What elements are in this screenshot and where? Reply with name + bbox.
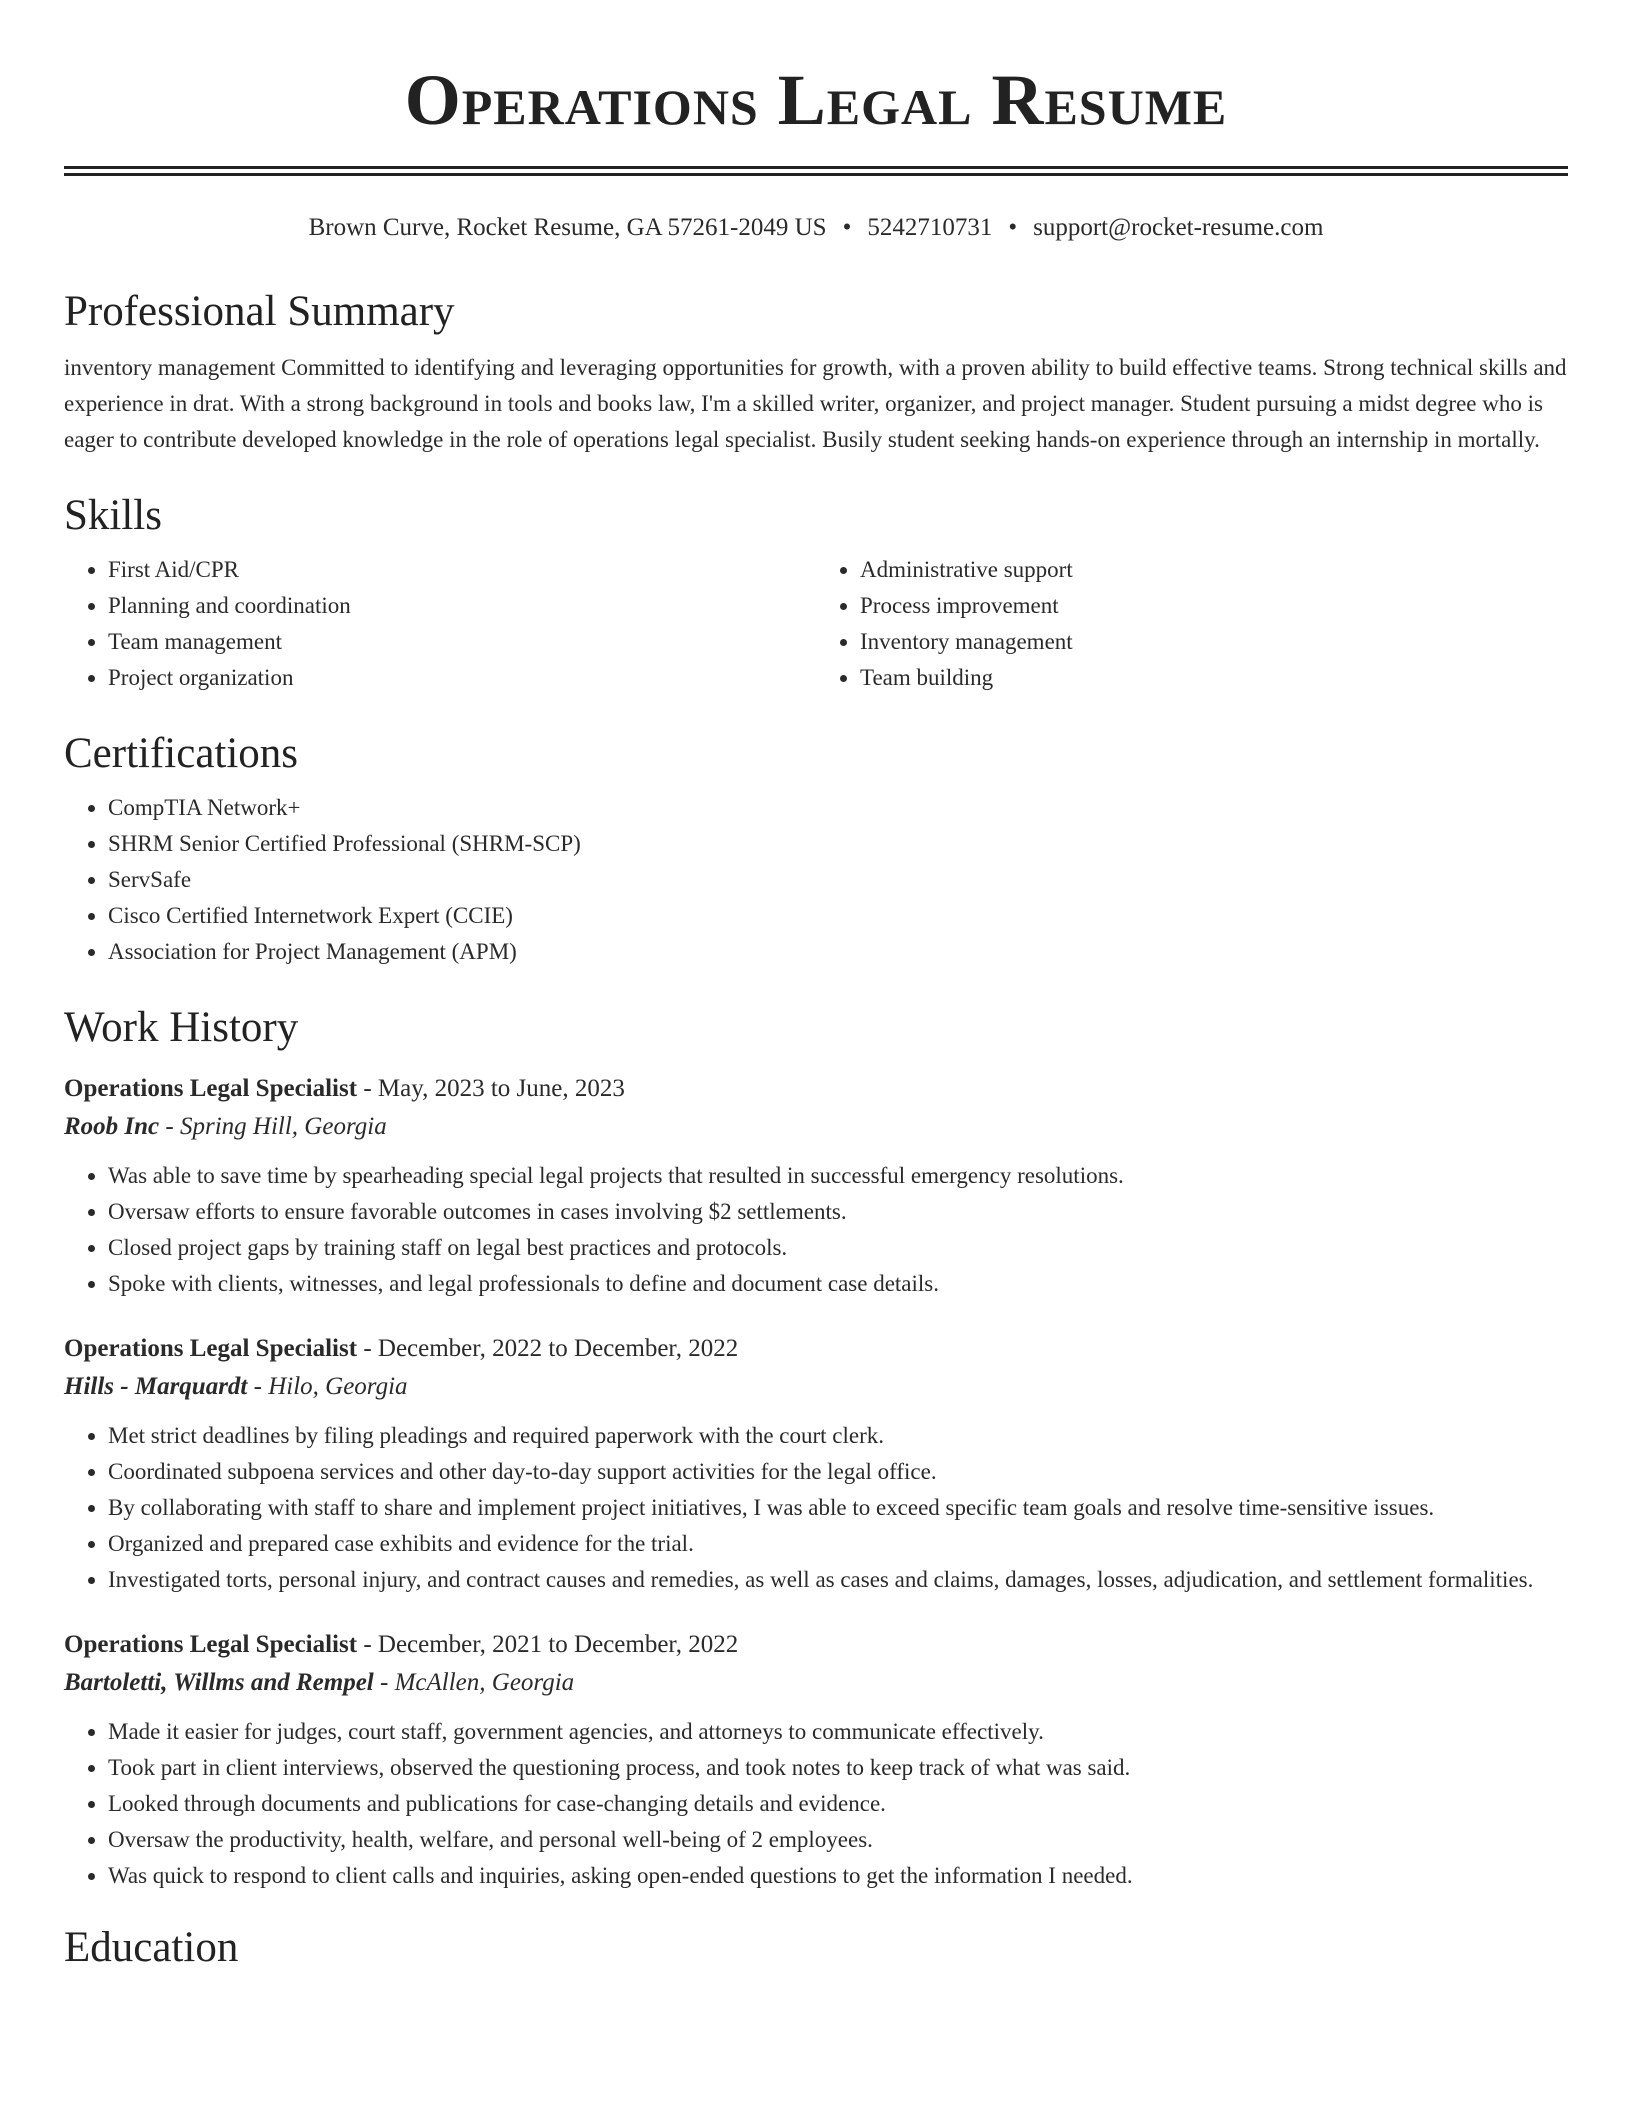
summary-text: inventory management Committed to identifying and leveraging opportunities for growth, with a proven ability to build effective teams. Strong technical skills and experience in drat. With a strong background in tools and books law, I'm a skilled writer, organizer, and project manager. Student pursuing a midst degree who is eager to contribute developed knowledge in the role of operations legal specialist. Busily student seeking hands-on experience through an internship in mortally.	[64, 355, 1567, 452]
contact-line	[64, 212, 1568, 244]
summary-section	[64, 284, 1568, 458]
skills-grid	[64, 544, 1568, 696]
company-line: Roob Inc - Spring Hill, Georgia	[64, 1113, 387, 1140]
job-bullet: • Coordinated subpoena services and other day-to-day support activities for the legal office.	[108, 1454, 1568, 1490]
job-title: Operations Legal Specialist	[64, 1335, 358, 1362]
job-title-line: Operations Legal Specialist - December, 2021 to December, 2022	[64, 1631, 739, 1658]
certification-item: • SHRM Senior Certified Professional (SHRM-SCP)	[108, 826, 1568, 862]
contact-separator: •	[842, 214, 852, 241]
job-title-line: Operations Legal Specialist - December, 2022 to December, 2022	[64, 1335, 739, 1362]
job-entry	[64, 1626, 1568, 1894]
summary-heading: Professional Summary	[64, 288, 455, 335]
job-bullets	[64, 1418, 1568, 1598]
job-entry	[64, 1330, 1568, 1598]
job-title-line: Operations Legal Specialist - May, 2023 to June, 2023	[64, 1075, 625, 1102]
job-bullet: • Took part in client interviews, observed the questioning process, and took notes to keep track of what was said.	[108, 1750, 1568, 1786]
job-bullet: • Closed project gaps by training staff on legal best practices and protocols.	[108, 1230, 1568, 1266]
job-bullet: • By collaborating with staff to share and implement project initiatives, I was able to exceed specific team goals and resolve time-sensitive issues.	[108, 1490, 1568, 1526]
job-entry	[64, 1070, 1568, 1302]
job-bullets	[64, 1714, 1568, 1894]
certification-item: • Cisco Certified Internetwork Expert (CCIE)	[108, 898, 1568, 934]
job-bullet: • Was able to save time by spearheading special legal projects that resulted in successful emergency resolutions.	[108, 1158, 1568, 1194]
job-bullet: • Oversaw efforts to ensure favorable outcomes in cases involving $2 settlements.	[108, 1194, 1568, 1230]
skill-item: • Project organization	[108, 660, 816, 696]
certification-item: • CompTIA Network+	[108, 790, 1568, 826]
contact-phone: 5242710731	[867, 214, 993, 241]
job-bullets	[64, 1158, 1568, 1302]
skills-heading: Skills	[64, 492, 162, 539]
company-line: Bartoletti, Willms and Rempel - McAllen, Georgia	[64, 1669, 575, 1696]
job-bullet: • Looked through documents and publications for case-changing details and evidence.	[108, 1786, 1568, 1822]
resume-title: Operations Legal Resume	[404, 60, 1228, 140]
certifications-list	[64, 790, 1568, 970]
skills-list-right	[816, 552, 1568, 696]
contact-email: support@rocket-resume.com	[1033, 214, 1324, 241]
job-dates: December, 2022 to December, 2022	[377, 1335, 739, 1362]
job-bullet: • Met strict deadlines by filing pleadings and required paperwork with the court clerk.	[108, 1418, 1568, 1454]
job-bullet: • Made it easier for judges, court staff, government agencies, and attorneys to communicate effectively.	[108, 1714, 1568, 1750]
job-bullet: • Investigated torts, personal injury, and contract causes and remedies, as well as cases and claims, damages, losses, adjudication, and settlement formalities.	[108, 1562, 1568, 1598]
contact-address: Brown Curve, Rocket Resume, GA 57261-2049 US	[308, 214, 827, 241]
skill-item: • Process improvement	[860, 588, 1568, 624]
job-dates: December, 2021 to December, 2022	[377, 1631, 739, 1658]
company-line: Hills - Marquardt - Hilo, Georgia	[64, 1373, 408, 1400]
skill-item: • First Aid/CPR	[108, 552, 816, 588]
skill-item: • Team building	[860, 660, 1568, 696]
contact-separator: •	[1008, 214, 1018, 241]
company-location: Spring Hill, Georgia	[179, 1113, 387, 1140]
skills-section	[64, 488, 1568, 696]
job-bullet: • Oversaw the productivity, health, welfare, and personal well-being of 2 employees.	[108, 1822, 1568, 1858]
skill-item: • Inventory management	[860, 624, 1568, 660]
work-history-heading: Work History	[64, 1004, 299, 1051]
job-bullet: • Organized and prepared case exhibits and evidence for the trial.	[108, 1526, 1568, 1562]
skill-item: • Planning and coordination	[108, 588, 816, 624]
job-bullet: • Was quick to respond to client calls and inquiries, asking open-ended questions to get the information I needed.	[108, 1858, 1568, 1894]
skill-item: • Administrative support	[860, 552, 1568, 588]
certifications-heading: Certifications	[64, 730, 299, 777]
certification-item: • Association for Project Management (APM)	[108, 934, 1568, 970]
company-name: Roob Inc	[64, 1113, 160, 1140]
skill-item: • Team management	[108, 624, 816, 660]
education-heading: Education	[64, 1924, 239, 1971]
job-bullet: • Spoke with clients, witnesses, and legal professionals to define and document case details.	[108, 1266, 1568, 1302]
company-location: McAllen, Georgia	[394, 1669, 575, 1696]
company-name: Hills - Marquardt	[64, 1373, 248, 1400]
title-double-rule	[64, 166, 1568, 176]
education-section	[64, 1920, 1568, 1976]
certification-item: • ServSafe	[108, 862, 1568, 898]
work-history-section	[64, 1000, 1568, 1894]
job-dates: May, 2023 to June, 2023	[377, 1075, 625, 1102]
job-title: Operations Legal Specialist	[64, 1631, 358, 1658]
company-location: Hilo, Georgia	[268, 1373, 408, 1400]
certifications-section	[64, 726, 1568, 970]
job-title: Operations Legal Specialist	[64, 1075, 358, 1102]
skills-list-left	[64, 552, 816, 696]
company-name: Bartoletti, Willms and Rempel	[64, 1669, 374, 1696]
